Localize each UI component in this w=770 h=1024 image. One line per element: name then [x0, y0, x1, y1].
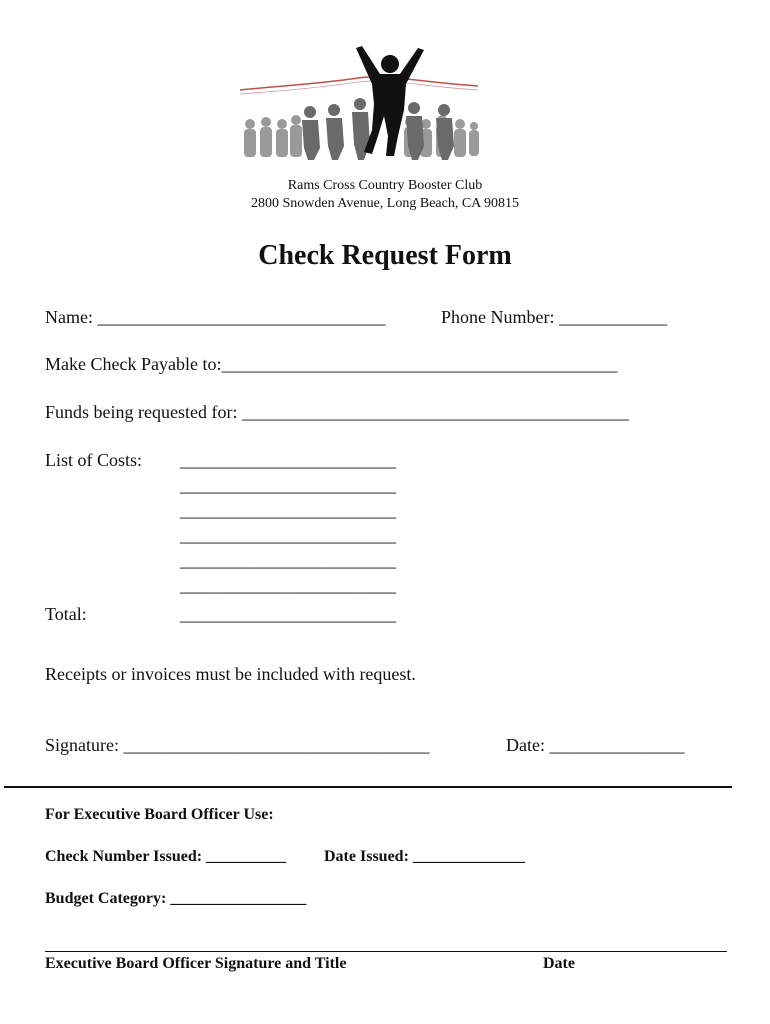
check-number-field[interactable]: Check Number Issued: __________ [45, 848, 287, 865]
cost-line-3[interactable]: ________________________ [180, 500, 396, 520]
officer-section-heading: For Executive Board Officer Use: [45, 806, 274, 823]
cost-line-2[interactable]: ________________________ [180, 475, 396, 495]
total-field[interactable]: ________________________ [180, 604, 396, 624]
runners-logo-icon [238, 44, 482, 162]
receipts-note: Receipts or invoices must be included with request. [45, 664, 416, 684]
name-field[interactable]: Name: ________________________________ [45, 307, 386, 327]
total-label: Total: [45, 604, 87, 624]
cost-line-4[interactable]: ________________________ [180, 525, 396, 545]
form-title: Check Request Form [258, 240, 512, 271]
budget-category-field[interactable]: Budget Category: _________________ [45, 890, 307, 907]
date-field[interactable]: Date: _______________ [506, 735, 685, 755]
officer-signature-line[interactable] [45, 951, 727, 952]
cost-line-6[interactable]: ________________________ [180, 575, 396, 595]
payable-to-field[interactable]: Make Check Payable to:____________________________________________ [45, 354, 618, 374]
section-divider [4, 786, 732, 788]
date-issued-field[interactable]: Date Issued: ______________ [324, 848, 525, 865]
phone-field[interactable]: Phone Number: ____________ [441, 307, 667, 327]
signature-field[interactable]: Signature: __________________________________ [45, 735, 430, 755]
club-address: 2800 Snowden Avenue, Long Beach, CA 90815 [250, 196, 520, 211]
club-name: Rams Cross Country Booster Club [287, 178, 483, 193]
funds-requested-field[interactable]: Funds being requested for: ___________________________________________ [45, 402, 629, 422]
cost-line-5[interactable]: ________________________ [180, 550, 396, 570]
list-of-costs-label: List of Costs: [45, 450, 143, 470]
cost-line-1[interactable]: ________________________ [180, 450, 396, 470]
officer-signature-label: Executive Board Officer Signature and Title [45, 955, 347, 972]
officer-date-label: Date [543, 955, 575, 972]
